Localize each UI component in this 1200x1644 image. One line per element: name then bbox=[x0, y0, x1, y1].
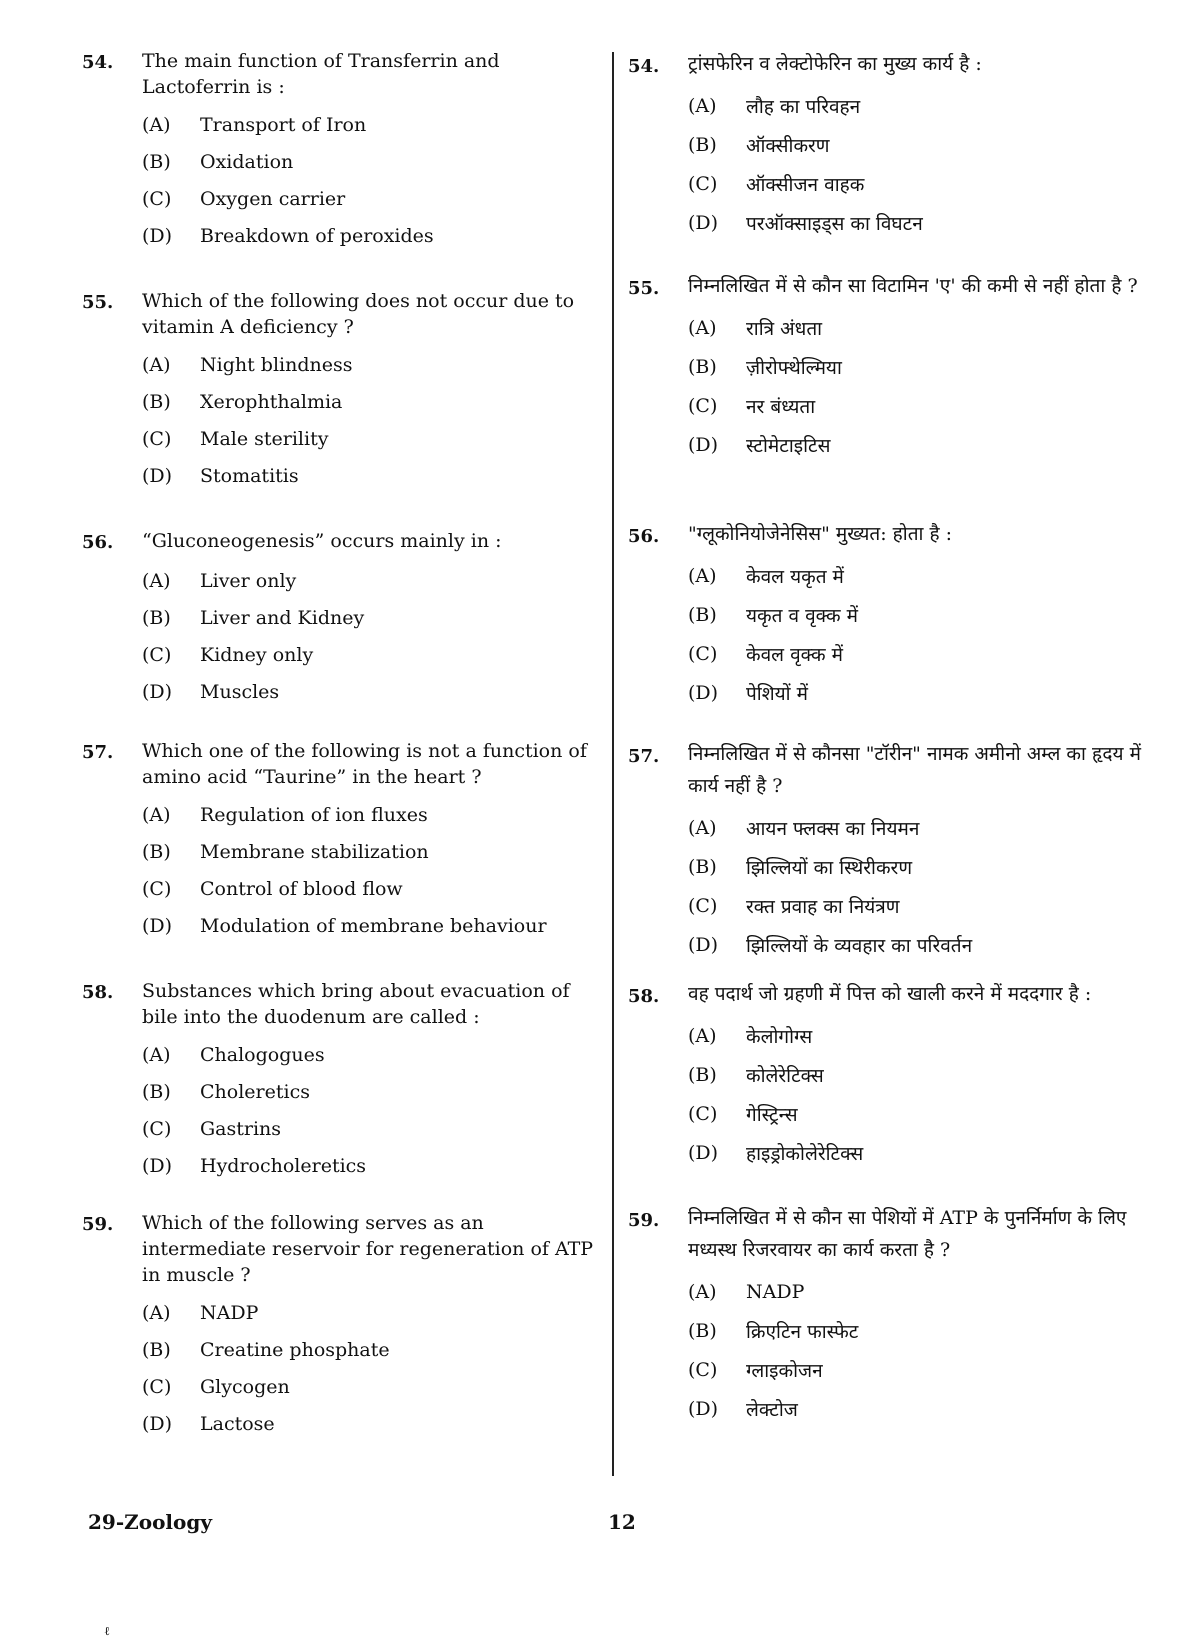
option-list bbox=[688, 1016, 1153, 1172]
column-divider bbox=[612, 52, 614, 1476]
question-57 bbox=[82, 738, 602, 944]
option-text: रक्त प्रवाह का नियंत्रण bbox=[746, 895, 900, 918]
option-item bbox=[142, 180, 602, 217]
option-item bbox=[142, 833, 602, 870]
option-label: (D) bbox=[688, 1141, 719, 1164]
question-number: 58. bbox=[82, 982, 114, 1003]
option-label: (A) bbox=[142, 1301, 171, 1324]
option-item bbox=[688, 1055, 1153, 1094]
question-row bbox=[82, 738, 602, 790]
option-label: (D) bbox=[688, 681, 719, 704]
option-label: (D) bbox=[142, 464, 173, 487]
option-item bbox=[142, 143, 602, 180]
question-row bbox=[628, 48, 1153, 80]
option-item bbox=[142, 673, 602, 710]
option-label: (C) bbox=[688, 894, 718, 917]
option-label: (B) bbox=[142, 1080, 171, 1103]
question-59 bbox=[82, 1210, 602, 1442]
question-row bbox=[628, 738, 1153, 802]
option-text: Control of blood flow bbox=[200, 877, 403, 900]
option-item bbox=[142, 870, 602, 907]
option-item bbox=[142, 636, 602, 673]
option-label: (B) bbox=[688, 1319, 717, 1342]
option-item bbox=[142, 1036, 602, 1073]
option-text: Gastrins bbox=[200, 1117, 282, 1140]
option-item bbox=[688, 164, 1153, 203]
option-label: (A) bbox=[142, 803, 171, 826]
option-text: ज़ीरोफ्थेल्मिया bbox=[746, 356, 842, 379]
option-list bbox=[142, 346, 602, 494]
option-text: Creatine phosphate bbox=[200, 1338, 390, 1361]
option-item bbox=[142, 217, 602, 254]
question-text: निम्नलिखित में से कौनसा "टॉरीन" नामक अमीनो अम्ल का हृदय में कार्य नहीं है ? bbox=[688, 743, 1141, 797]
question-number: 59. bbox=[82, 1214, 114, 1235]
option-label: (C) bbox=[688, 394, 718, 417]
subject-code: 29-Zoology bbox=[88, 1510, 212, 1534]
question-number: 55. bbox=[82, 292, 114, 313]
option-text: Night blindness bbox=[200, 353, 353, 376]
question-number: 58. bbox=[628, 986, 660, 1007]
option-label: (B) bbox=[688, 1063, 717, 1086]
option-text: नर बंध्यता bbox=[746, 395, 816, 418]
question-text: “Gluconeogenesis” occurs mainly in : bbox=[142, 530, 502, 552]
option-list bbox=[688, 556, 1153, 712]
option-item bbox=[688, 125, 1153, 164]
question-59 bbox=[628, 1202, 1153, 1428]
option-label: (B) bbox=[688, 603, 717, 626]
option-text: Chalogogues bbox=[200, 1043, 325, 1066]
option-label: (D) bbox=[142, 1154, 173, 1177]
option-text: रात्रि अंधता bbox=[746, 317, 823, 340]
option-label: (D) bbox=[688, 1397, 719, 1420]
question-number: 55. bbox=[628, 278, 660, 299]
page-number: 12 bbox=[608, 1510, 636, 1534]
option-label: (D) bbox=[688, 933, 719, 956]
option-text: NADP bbox=[746, 1280, 805, 1303]
option-item bbox=[688, 1016, 1153, 1055]
question-text: Substances which bring about evacuation of bile into the duodenum are called : bbox=[142, 980, 570, 1028]
option-text: Lactose bbox=[200, 1412, 275, 1435]
option-label: (B) bbox=[688, 133, 717, 156]
question-number: 56. bbox=[628, 526, 660, 547]
option-item bbox=[142, 1294, 602, 1331]
option-text: गेस्ट्रिन्स bbox=[746, 1103, 798, 1126]
option-list bbox=[142, 796, 602, 944]
option-label: (A) bbox=[688, 316, 717, 339]
option-text: केलोगोग्स bbox=[746, 1025, 813, 1048]
option-item bbox=[142, 907, 602, 944]
question-row bbox=[82, 288, 602, 340]
question-text: वह पदार्थ जो ग्रहणी में पित्त को खाली करने में मददगार है : bbox=[688, 983, 1092, 1005]
question-text: Which one of the following is not a function of amino acid “Taurine” in the heart ? bbox=[142, 740, 587, 788]
option-text: Modulation of membrane behaviour bbox=[200, 914, 547, 937]
option-list bbox=[142, 562, 602, 710]
question-row bbox=[628, 518, 1153, 550]
option-label: (C) bbox=[688, 172, 718, 195]
option-text: पेशियों में bbox=[746, 682, 808, 705]
option-item bbox=[142, 457, 602, 494]
option-text: Kidney only bbox=[200, 643, 314, 666]
option-label: (B) bbox=[142, 150, 171, 173]
option-item bbox=[142, 346, 602, 383]
option-item bbox=[688, 886, 1153, 925]
option-text: लेक्टोज bbox=[746, 1398, 798, 1421]
option-item bbox=[688, 347, 1153, 386]
option-label: (D) bbox=[142, 680, 173, 703]
option-list bbox=[142, 1036, 602, 1184]
question-55 bbox=[628, 270, 1153, 464]
question-text: Which of the following serves as an intermediate reservoir for regeneration of ATP in muscle ? bbox=[142, 1212, 594, 1286]
question-56 bbox=[82, 528, 602, 710]
option-label: (D) bbox=[142, 914, 173, 937]
option-label: (B) bbox=[142, 606, 171, 629]
option-label: (A) bbox=[688, 94, 717, 117]
option-text: Liver only bbox=[200, 569, 297, 592]
option-list bbox=[688, 86, 1153, 242]
question-text: Which of the following does not occur due to vitamin A deficiency ? bbox=[142, 290, 575, 338]
option-text: Oxygen carrier bbox=[200, 187, 346, 210]
option-item bbox=[688, 203, 1153, 242]
option-label: (D) bbox=[688, 433, 719, 456]
question-55 bbox=[82, 288, 602, 494]
question-text: "ग्लूकोनियोजेनेसिस" मुख्यत: होता है : bbox=[688, 523, 953, 545]
option-text: झिल्लियों का स्थिरीकरण bbox=[746, 856, 913, 879]
option-label: (B) bbox=[688, 855, 717, 878]
option-label: (A) bbox=[142, 353, 171, 376]
question-54 bbox=[82, 48, 602, 254]
question-57 bbox=[628, 738, 1153, 964]
option-item bbox=[142, 1331, 602, 1368]
option-label: (C) bbox=[142, 643, 172, 666]
option-text: Choleretics bbox=[200, 1080, 310, 1103]
option-text: स्टोमेटाइटिस bbox=[746, 434, 831, 457]
question-row bbox=[82, 48, 602, 100]
option-item bbox=[688, 634, 1153, 673]
option-text: ऑक्सीजन वाहक bbox=[746, 173, 865, 196]
option-text: Muscles bbox=[200, 680, 280, 703]
question-text: निम्नलिखित में से कौन सा पेशियों में ATP के पुनर्निर्माण के लिए मध्यस्थ रिजरवायर का कार्य करता है ? bbox=[688, 1207, 1127, 1261]
option-text: केवल वृक्क में bbox=[746, 643, 843, 666]
option-item bbox=[142, 420, 602, 457]
option-label: (C) bbox=[142, 1375, 172, 1398]
option-item bbox=[688, 556, 1153, 595]
question-row bbox=[82, 978, 602, 1030]
option-item bbox=[688, 1350, 1153, 1389]
option-list bbox=[142, 1294, 602, 1442]
option-label: (A) bbox=[142, 113, 171, 136]
option-item bbox=[142, 1073, 602, 1110]
question-56 bbox=[628, 518, 1153, 712]
question-row bbox=[628, 978, 1153, 1010]
question-number: 57. bbox=[628, 746, 660, 767]
question-58 bbox=[628, 978, 1153, 1172]
option-text: ऑक्सीकरण bbox=[746, 134, 830, 157]
option-item bbox=[688, 847, 1153, 886]
option-item bbox=[688, 1272, 1153, 1311]
option-list bbox=[142, 106, 602, 254]
option-label: (C) bbox=[688, 642, 718, 665]
option-item bbox=[142, 562, 602, 599]
option-label: (C) bbox=[142, 427, 172, 450]
option-list bbox=[688, 308, 1153, 464]
option-text: हाइड्रोकोलेरेटिक्स bbox=[746, 1142, 864, 1165]
option-item bbox=[142, 796, 602, 833]
option-label: (B) bbox=[142, 840, 171, 863]
option-list bbox=[688, 808, 1153, 964]
question-row bbox=[82, 1210, 602, 1288]
option-item bbox=[688, 386, 1153, 425]
question-54 bbox=[628, 48, 1153, 242]
option-item bbox=[688, 595, 1153, 634]
option-text: Male sterility bbox=[200, 427, 329, 450]
option-label: (D) bbox=[142, 224, 173, 247]
option-text: NADP bbox=[200, 1301, 259, 1324]
option-label: (A) bbox=[688, 816, 717, 839]
option-item bbox=[142, 383, 602, 420]
option-text: Hydrocholeretics bbox=[200, 1154, 367, 1177]
question-text: The main function of Transferrin and Lactoferrin is : bbox=[142, 50, 500, 98]
option-item bbox=[688, 425, 1153, 464]
question-row bbox=[628, 270, 1153, 302]
option-label: (C) bbox=[688, 1358, 718, 1381]
option-label: (A) bbox=[688, 1024, 717, 1047]
option-item bbox=[688, 808, 1153, 847]
question-number: 57. bbox=[82, 742, 114, 763]
option-item bbox=[688, 86, 1153, 125]
option-text: Liver and Kidney bbox=[200, 606, 365, 629]
option-item bbox=[688, 925, 1153, 964]
question-number: 54. bbox=[628, 56, 660, 77]
option-item bbox=[688, 1094, 1153, 1133]
option-item bbox=[688, 673, 1153, 712]
question-number: 56. bbox=[82, 532, 114, 553]
question-row bbox=[82, 528, 602, 556]
option-label: (B) bbox=[688, 355, 717, 378]
question-row bbox=[628, 1202, 1153, 1266]
option-item bbox=[142, 1368, 602, 1405]
question-number: 59. bbox=[628, 1210, 660, 1231]
option-label: (B) bbox=[142, 1338, 171, 1361]
option-label: (D) bbox=[688, 211, 719, 234]
option-text: Regulation of ion fluxes bbox=[200, 803, 428, 826]
option-text: कोलेरेटिक्स bbox=[746, 1064, 824, 1087]
option-text: Oxidation bbox=[200, 150, 294, 173]
option-text: Breakdown of peroxides bbox=[200, 224, 434, 247]
question-58 bbox=[82, 978, 602, 1184]
option-label: (A) bbox=[142, 569, 171, 592]
option-item bbox=[142, 1147, 602, 1184]
option-item bbox=[688, 1133, 1153, 1172]
option-label: (C) bbox=[142, 1117, 172, 1140]
option-label: (C) bbox=[142, 877, 172, 900]
option-item bbox=[688, 1311, 1153, 1350]
option-item bbox=[688, 308, 1153, 347]
option-label: (A) bbox=[688, 564, 717, 587]
option-text: यकृत व वृक्क में bbox=[746, 604, 858, 627]
option-text: ग्लाइकोजन bbox=[746, 1359, 823, 1382]
option-item bbox=[688, 1389, 1153, 1428]
option-text: आयन फ्लक्स का नियमन bbox=[746, 817, 920, 840]
option-text: Stomatitis bbox=[200, 464, 299, 487]
question-text: निम्नलिखित में से कौन सा विटामिन 'ए' की कमी से नहीं होता है ? bbox=[688, 275, 1138, 297]
option-list bbox=[688, 1272, 1153, 1428]
page-mark: ℓ bbox=[104, 1624, 110, 1638]
option-text: Glycogen bbox=[200, 1375, 290, 1398]
option-item bbox=[142, 106, 602, 143]
option-text: झिल्लियों के व्यवहार का परिवर्तन bbox=[746, 934, 973, 957]
option-item bbox=[142, 1405, 602, 1442]
option-text: लौह का परिवहन bbox=[746, 95, 861, 118]
option-label: (D) bbox=[142, 1412, 173, 1435]
question-number: 54. bbox=[82, 52, 114, 73]
option-item bbox=[142, 1110, 602, 1147]
option-text: क्रिएटिन फास्फेट bbox=[746, 1320, 859, 1343]
question-text: ट्रांसफेरिन व लेक्टोफेरिन का मुख्य कार्य है : bbox=[688, 53, 982, 75]
option-text: केवल यकृत में bbox=[746, 565, 844, 588]
option-text: Transport of Iron bbox=[200, 113, 367, 136]
option-label: (C) bbox=[688, 1102, 718, 1125]
option-item bbox=[142, 599, 602, 636]
option-label: (A) bbox=[688, 1280, 717, 1303]
option-text: परऑक्साइड्स का विघटन bbox=[746, 212, 923, 235]
option-label: (A) bbox=[142, 1043, 171, 1066]
option-text: Membrane stabilization bbox=[200, 840, 429, 863]
option-text: Xerophthalmia bbox=[200, 390, 343, 413]
option-label: (B) bbox=[142, 390, 171, 413]
option-label: (C) bbox=[142, 187, 172, 210]
